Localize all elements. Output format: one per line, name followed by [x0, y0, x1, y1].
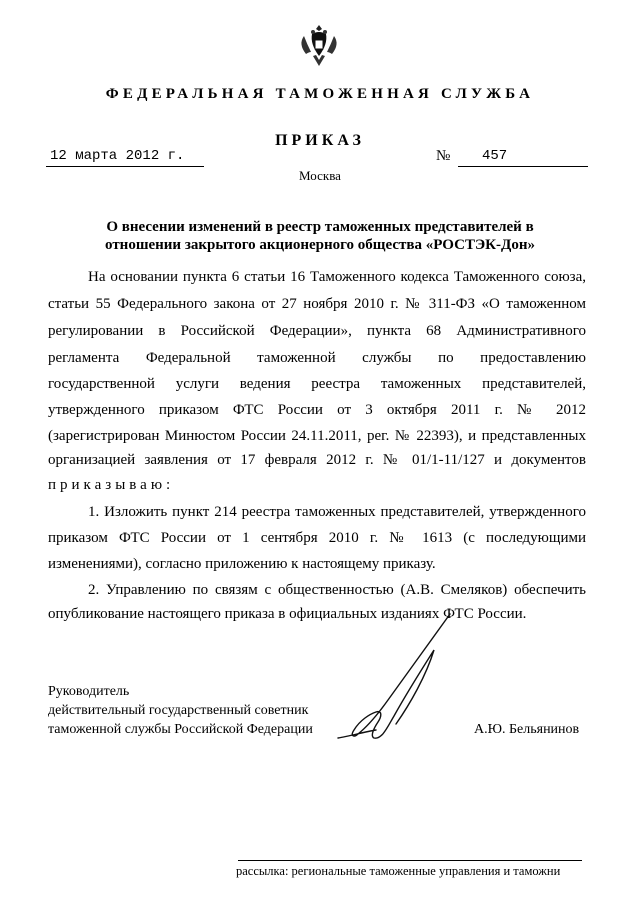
- preamble-line: На основании пункта 6 статьи 16 Таможенного кодекса Таможенного союза,: [88, 269, 586, 285]
- preamble-line: государственной услуги ведения реестра таможенных представителей,: [48, 376, 586, 392]
- order-heading-line-2: отношении закрытого акционерного общества «РОСТЭК-Дон»: [105, 237, 535, 253]
- order-title: ПРИКАЗ: [275, 132, 365, 149]
- number-underline: [458, 166, 588, 167]
- city: Москва: [299, 168, 341, 183]
- eagle-emblem-icon: [296, 22, 342, 72]
- preamble-line: регламента Федеральной таможенной службы по предоставлению: [48, 350, 586, 366]
- order-number-label: №: [436, 148, 451, 164]
- agency-name: ФЕДЕРАЛЬНАЯ ТАМОЖЕННАЯ СЛУЖБА: [105, 86, 535, 102]
- signatory-title-line: Руководитель: [48, 684, 130, 699]
- preamble-line: (зарегистрирован Минюстом России 24.11.2011, рег. № 22393), и представленных: [48, 428, 586, 444]
- item-2-line: 2. Управлению по связям с общественностью (А.В. Смеляков) обеспечить: [88, 582, 586, 598]
- signatory-name: А.Ю. Бельянинов: [474, 722, 580, 737]
- order-date: 12 марта 2012 г.: [50, 148, 185, 164]
- preamble-line: утвержденного приказом ФТС России от 3 октября 2011 г. № 2012: [48, 402, 586, 418]
- signatory-title-line: таможенной службы Российской Федерации: [48, 722, 313, 737]
- distribution-note: рассылка: региональные таможенные управления и таможни: [236, 864, 561, 878]
- order-number: 457: [482, 148, 508, 164]
- preamble-line: организацией заявления от 17 февраля 2012 г. № 01/1-11/127 и документов: [48, 452, 586, 468]
- preamble-line: статьи 55 Федерального закона от 27 ноября 2010 г. № 311-ФЗ «О таможенном: [48, 296, 586, 312]
- footer-divider: [238, 860, 582, 861]
- item-2-line: опубликование настоящего приказа в официальных изданиях ФТС России.: [48, 606, 527, 622]
- signatory-title-line: действительный государственный советник: [48, 703, 309, 718]
- item-1-line: приказом ФТС России от 1 сентября 2010 г. № 1613 (с последующими: [48, 530, 586, 546]
- date-underline: [46, 166, 204, 167]
- order-heading-line-1: О внесении изменений в реестр таможенных представителей в: [106, 219, 534, 235]
- preamble-line: регулировании в Российской Федерации», пункта 68 Административного: [48, 323, 586, 339]
- handwritten-signature-icon: [330, 612, 460, 744]
- item-1-line: изменениями), согласно приложению к настоящему приказу.: [48, 556, 436, 572]
- order-keyword: приказываю:: [48, 477, 175, 493]
- item-1-line: 1. Изложить пункт 214 реестра таможенных представителей, утвержденного: [88, 504, 586, 520]
